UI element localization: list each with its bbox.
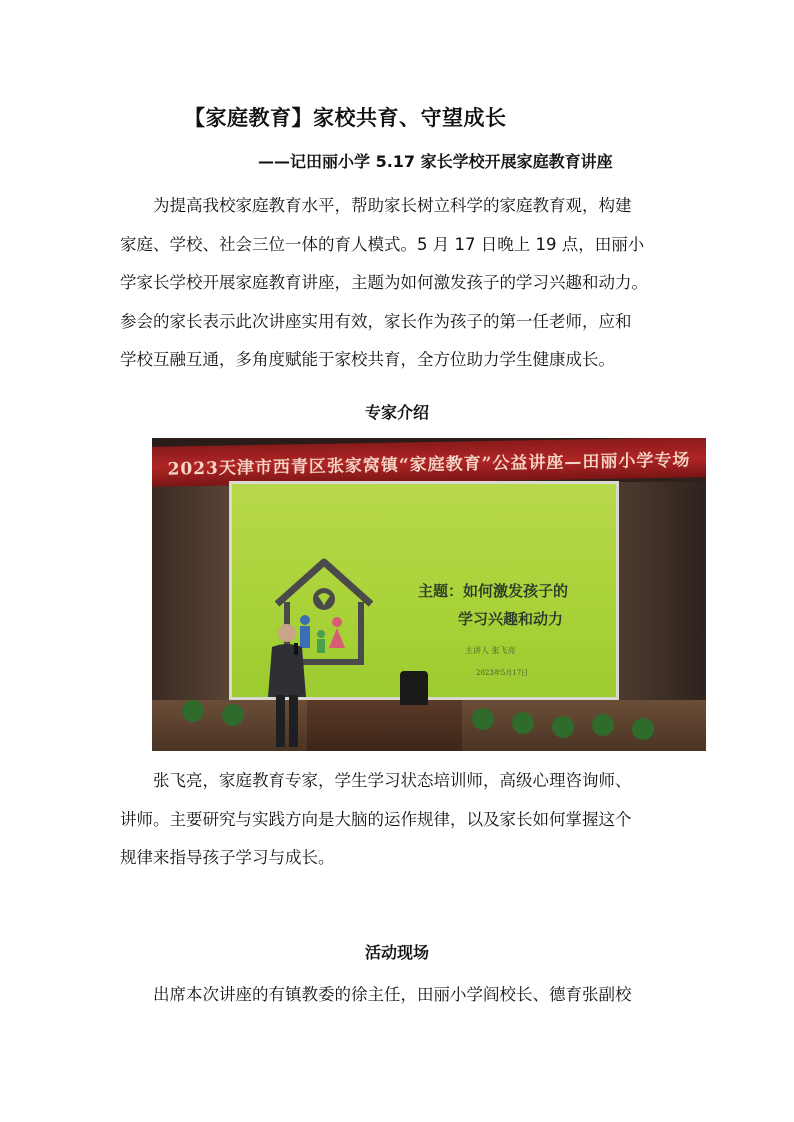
plant [512,712,534,734]
article-title: 【家庭教育】家校共育、守望成长 [184,106,507,130]
intro-line: 参会的家长表示此次讲座实用有效，家长作为孩子的第一任老师，应和 [120,311,632,331]
lecture-photo [152,438,706,751]
chair [400,671,428,705]
activity-paragraph [120,976,680,1015]
podium [307,700,462,751]
activity-line: 出席本次讲座的有镇教委的徐主任，田丽小学阎校长、德育张副校 [153,985,632,1004]
screen-date: 2023年5月17日 [476,669,529,677]
section-heading-activity: 活动现场 [364,943,429,962]
plant [472,708,494,730]
plant [182,700,204,722]
expert-line: 讲师。主要研究与实践方向是大脑的运作规律，以及家长如何掌握这个 [120,809,632,829]
screen-theme-line1: 主题：如何激发孩子的 [418,582,569,600]
photo-banner: 2023天津市西青区张家窝镇“家庭教育”公益讲座—田丽小学专场 [152,438,706,487]
intro-line: 为提高我校家庭教育水平，帮助家长树立科学的家庭教育观，构建 [153,196,632,215]
speaker-figure [264,621,310,751]
section-heading-expert: 专家介绍 [364,403,429,422]
article-subtitle: ——记田丽小学 5.17 家长学校开展家庭教育讲座 [258,152,613,171]
intro-line: 学家长学校开展家庭教育讲座，主题为如何激发孩子的学习兴趣和动力。 [120,273,648,293]
screen-speaker: 主讲人 张飞亮 [465,646,516,655]
plant [222,704,244,726]
plant [552,716,574,738]
expert-line: 张飞亮，家庭教育专家，学生学习状态培训师，高级心理咨询师、 [153,771,632,790]
plant [632,718,654,740]
expert-paragraph [120,762,680,878]
expert-line: 规律来指导孩子学习与成长。 [120,848,335,868]
screen-theme-line2: 学习兴趣和动力 [458,610,564,628]
intro-paragraph [120,187,680,380]
intro-line: 学校互融互通，多角度赋能于家校共育，全方位助力学生健康成长。 [120,350,615,370]
intro-line: 家庭、学校、社会三位一体的育人模式。5 月 17 日晚上 19 点，田丽小 [120,234,645,254]
plant [592,714,614,736]
